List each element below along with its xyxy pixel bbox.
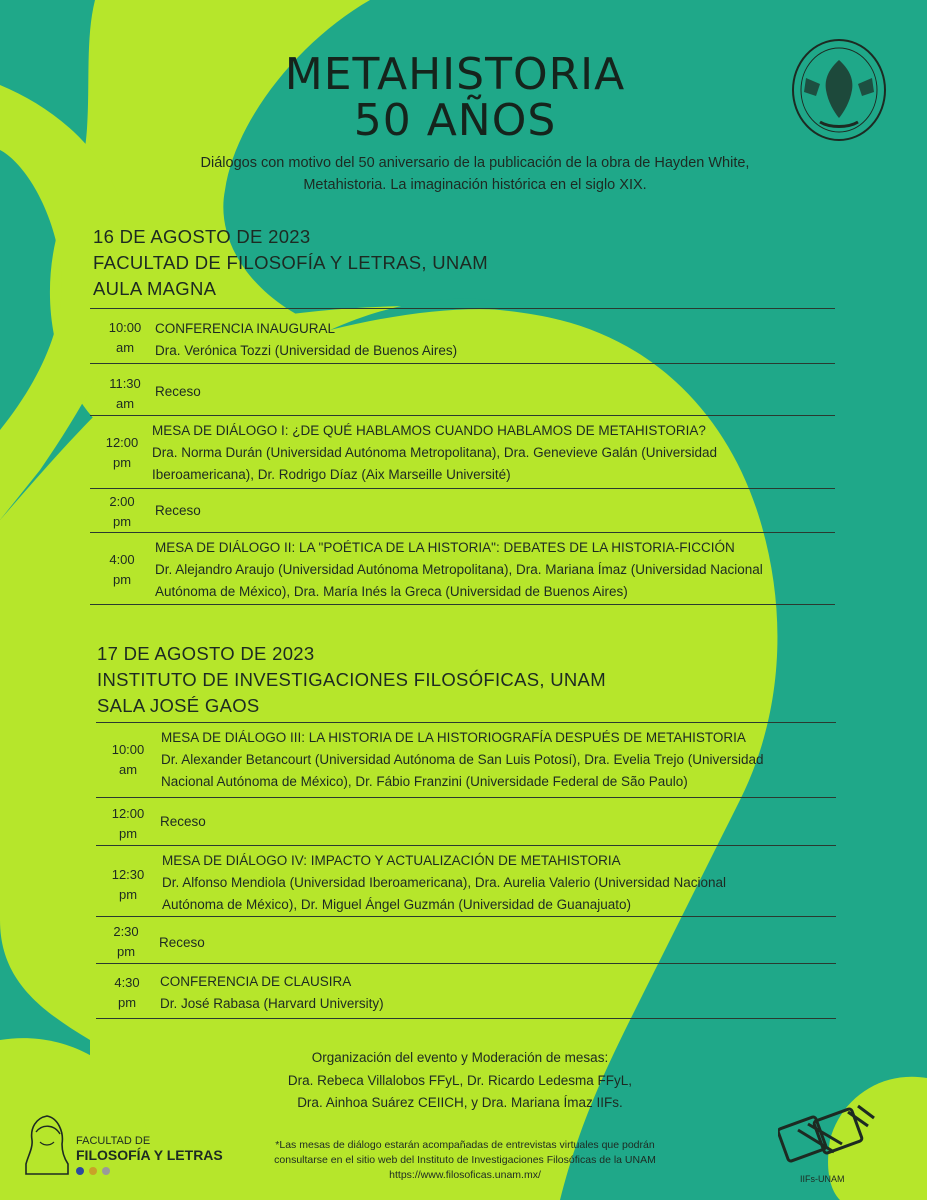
item-title: MESA DE DIÁLOGO III: LA HISTORIA DE LA HISTORIOGRAFÍA DESPUÉS DE METAHISTORIA	[161, 730, 746, 745]
divider	[96, 722, 836, 723]
ffyl-logo-text	[76, 1134, 223, 1179]
schedule-time	[104, 804, 152, 844]
day-2-venue: INSTITUTO DE INVESTIGACIONES FILOSÓFICAS, UNAM	[97, 669, 606, 690]
time-period: pm	[118, 887, 138, 902]
item-participants: Autónoma de México), Dr. Miguel Ángel Guzmán (Universidad de Guanajuato)	[162, 897, 631, 912]
time-period: pm	[118, 826, 138, 841]
gold-dot	[89, 1167, 97, 1175]
schedule-item	[161, 727, 764, 793]
blue-dot	[76, 1167, 84, 1175]
schedule-time	[103, 973, 151, 1013]
iifs-logo-icon	[778, 1104, 878, 1172]
divider	[90, 363, 835, 364]
organization-names: Dra. Ainhoa Suárez CEIICH, y Dra. Mariana Ímaz IIFs.	[297, 1095, 623, 1110]
time-period: am	[115, 396, 135, 411]
item-title: CONFERENCIA INAUGURAL	[155, 321, 336, 336]
item-title: Receso	[160, 814, 206, 829]
schedule-time	[102, 922, 150, 962]
time-hour: 12:00	[111, 806, 145, 821]
divider	[96, 1018, 836, 1019]
item-participants: Dr. José Rabasa (Harvard University)	[160, 996, 384, 1011]
ffyl-line-2: FILOSOFÍA Y LETRAS	[76, 1147, 223, 1163]
iifs-logo-label: IIFs-UNAM	[800, 1174, 845, 1184]
item-title: Receso	[159, 935, 205, 950]
item-participants: Autónoma de México), Dra. María Inés la Greca (Universidad de Buenos Aires)	[155, 584, 628, 599]
item-title: CONFERENCIA DE CLAUSIRA	[160, 974, 352, 989]
divider	[90, 532, 835, 533]
schedule-time	[98, 550, 146, 590]
time-period: pm	[112, 455, 132, 470]
schedule-time	[101, 374, 149, 414]
divider	[96, 963, 836, 964]
schedule-time	[98, 433, 146, 473]
time-hour: 10:00	[111, 742, 145, 757]
schedule-item	[160, 811, 206, 833]
time-period: am	[118, 762, 138, 777]
divider	[96, 845, 836, 846]
time-period: pm	[112, 514, 132, 529]
footnote-line: *Las mesas de diálogo estarán acompañadas de entrevistas virtuales que podrán	[275, 1139, 655, 1151]
time-hour: 10:00	[108, 320, 142, 335]
divider	[90, 308, 835, 309]
subtitle-line-2: Metahistoria. La imaginación histórica en el siglo XIX.	[303, 177, 647, 193]
schedule-item	[155, 318, 457, 362]
ffyl-line-1: FACULTAD DE	[76, 1135, 151, 1147]
unam-seal-logo	[790, 38, 888, 142]
time-period: am	[115, 340, 135, 355]
schedule-time	[104, 740, 152, 780]
time-hour: 2:30	[113, 924, 139, 939]
divider	[90, 415, 835, 416]
divider	[96, 916, 836, 917]
organization-names: Dra. Rebeca Villalobos FFyL, Dr. Ricardo Ledesma FFyL,	[287, 1072, 633, 1088]
title-line-1: METAHISTORIA	[284, 49, 626, 100]
gray-dot	[102, 1167, 110, 1175]
subtitle	[140, 152, 810, 196]
schedule-item	[155, 381, 201, 403]
item-participants: Dr. Alfonso Mendiola (Universidad Iberoamericana), Dra. Aurelia Valerio (Universidad Nacional	[162, 875, 727, 890]
item-title: MESA DE DIÁLOGO IV: IMPACTO Y ACTUALIZACIÓN DE METAHISTORIA	[162, 853, 621, 868]
organization-heading: Organización del evento y Moderación de mesas:	[311, 1050, 609, 1065]
title-line-2: 50 AÑOS	[353, 95, 557, 146]
item-title: Receso	[155, 503, 201, 518]
schedule-item	[155, 500, 201, 522]
day-1-header	[93, 224, 488, 302]
time-period: pm	[117, 995, 137, 1010]
organization-credits	[230, 1047, 690, 1115]
item-title: MESA DE DIÁLOGO I: ¿DE QUÉ HABLAMOS CUANDO HABLAMOS DE METAHISTORIA?	[152, 423, 706, 438]
divider	[90, 604, 835, 605]
item-participants: Dra. Verónica Tozzi (Universidad de Buenos Aires)	[155, 343, 458, 358]
schedule-item	[155, 537, 763, 603]
item-title: Receso	[155, 384, 201, 399]
time-period: pm	[116, 944, 136, 959]
day-2-room: SALA JOSÉ GAOS	[97, 695, 260, 716]
day-2-date: 17 DE AGOSTO DE 2023	[97, 643, 315, 664]
schedule-item	[160, 971, 384, 1015]
divider	[96, 797, 836, 798]
footnote-line: consultarse en el sitio web del Instituto de Investigaciones Filosóficas de la UNAM	[274, 1154, 656, 1166]
time-hour: 12:30	[111, 867, 145, 882]
day-2-header	[97, 641, 606, 719]
time-hour: 2:00	[109, 494, 135, 509]
time-hour: 11:30	[109, 376, 141, 391]
day-1-venue: FACULTAD DE FILOSOFÍA Y LETRAS, UNAM	[93, 252, 488, 273]
item-participants: Dr. Alexander Betancourt (Universidad Autónoma de San Luis Potosí), Dra. Evelia Trejo (Universidad	[161, 752, 764, 767]
item-participants: Nacional Autónoma de México), Dr. Fábio Franzini (Universidade Federal de São Paulo)	[161, 774, 688, 789]
subtitle-line-1: Diálogos con motivo del 50 aniversario de la publicación de la obra de Hayden White,	[200, 155, 750, 171]
athena-head-icon	[22, 1112, 72, 1176]
item-participants: Dr. Alejandro Araujo (Universidad Autónoma Metropolitana), Dra. Mariana Ímaz (Universidad Nacional	[155, 562, 763, 577]
time-hour: 4:30	[114, 975, 140, 990]
item-participants: Dra. Norma Durán (Universidad Autónoma Metropolitana), Dra. Genevieve Galán (Universidad	[152, 445, 718, 460]
item-participants: Iberoamericana), Dr. Rodrigo Díaz (Aix Marseille Université)	[152, 467, 511, 482]
ffyl-dots	[76, 1165, 223, 1179]
day-1-date: 16 DE AGOSTO DE 2023	[93, 226, 311, 247]
footnote-url: https://www.filosoficas.unam.mx/	[389, 1169, 541, 1181]
poster-title	[230, 49, 680, 146]
time-period: pm	[112, 572, 132, 587]
time-hour: 12:00	[105, 435, 139, 450]
schedule-time	[98, 492, 146, 532]
item-title: MESA DE DIÁLOGO II: LA "POÉTICA DE LA HISTORIA": DEBATES DE LA HISTORIA-FICCIÓN	[155, 540, 735, 555]
schedule-time	[104, 865, 152, 905]
footnote	[230, 1138, 700, 1183]
divider	[90, 488, 835, 489]
schedule-item	[159, 932, 205, 954]
day-1-room: AULA MAGNA	[93, 278, 217, 299]
schedule-item	[162, 850, 726, 916]
time-hour: 4:00	[109, 552, 135, 567]
schedule-item	[152, 420, 717, 486]
schedule-time	[101, 318, 149, 358]
